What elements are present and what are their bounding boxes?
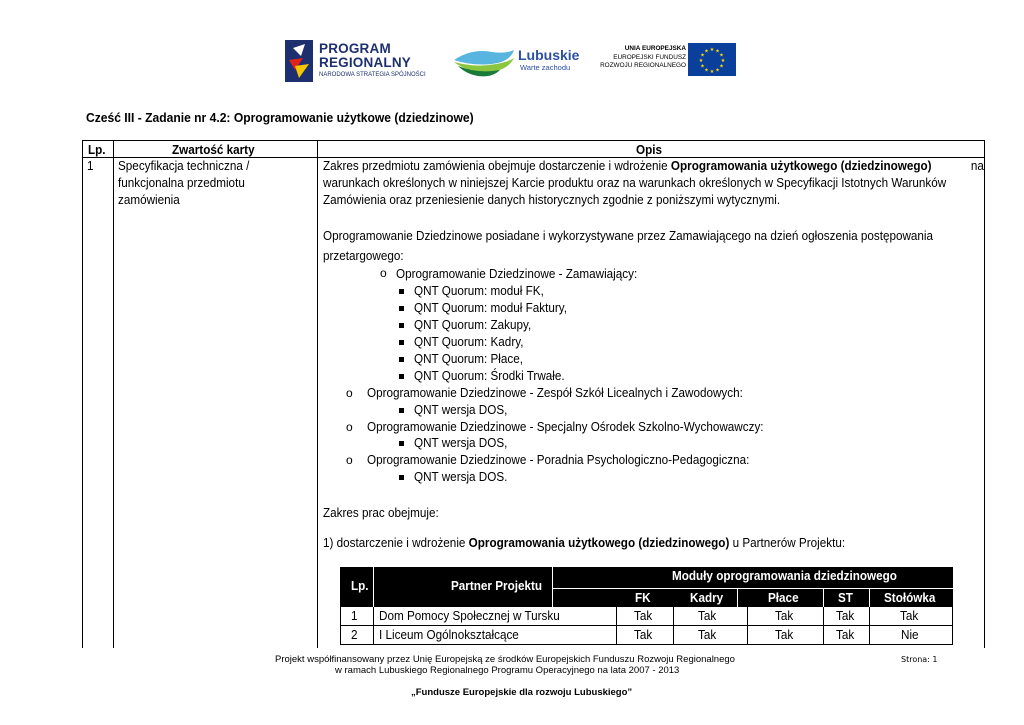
- partners-header-divider: [553, 588, 953, 589]
- header-card: Zwartość karty: [172, 142, 255, 157]
- partner-1-lp: 1: [351, 608, 358, 623]
- partner-2-name: I Liceum Ogólnokształcące: [379, 627, 519, 642]
- partners-col-place: Płace: [768, 590, 799, 605]
- table-col-divider-2: [317, 140, 318, 648]
- partners-h-lp: Lp.: [351, 578, 369, 593]
- partner-1-stolowka: Tak: [900, 608, 919, 623]
- program-logo-line1: PROGRAM: [319, 41, 391, 56]
- eu-flag-icon: [688, 43, 736, 76]
- svg-text:★: ★: [719, 63, 724, 70]
- partners-col-border: [952, 607, 953, 645]
- svg-text:★: ★: [709, 69, 715, 75]
- footer-line-2: w ramach Lubuskiego Regionalnego Programu Operacyjnego na lata 2007 - 2013: [335, 665, 680, 676]
- partner-1-kadry: Tak: [698, 608, 717, 623]
- program-logo-text: [319, 42, 411, 70]
- partners-col-stolowka: Stołówka: [884, 590, 936, 605]
- svg-text:★: ★: [704, 48, 709, 55]
- footer-motto: „Fundusze Europejskie dla rozwoju Lubuskiego”: [411, 687, 633, 698]
- svg-text:★: ★: [719, 52, 724, 59]
- partners-h-modules: Moduły oprogramowania dziedzinowego: [672, 568, 897, 583]
- svg-text:★: ★: [700, 63, 705, 70]
- square-bullet-icon: [399, 306, 404, 311]
- card-line-1: Specyfikacja techniczna /: [118, 158, 250, 173]
- partner-1-name: Dom Pomocy Społecznej w Tursku: [379, 608, 560, 623]
- square-bullet-icon: [399, 357, 404, 362]
- svg-text:★: ★: [709, 47, 715, 53]
- svg-text:★: ★: [698, 58, 704, 64]
- partner-2-lp: 2: [351, 627, 358, 642]
- partners-col-border: [869, 607, 870, 645]
- card-line-3: zamówienia: [118, 192, 180, 207]
- card-line-2: funkcjonalna przedmiotu: [118, 175, 245, 190]
- partners-header-divider: [552, 567, 553, 607]
- square-bullet-icon: [399, 408, 404, 413]
- eu-logo-line2: EUROPEJSKI FUNDUSZ: [613, 53, 686, 61]
- page-number: Strona: 1: [901, 655, 938, 664]
- eu-logo-text: [598, 45, 686, 71]
- footer-line-1: Projekt współfinansowany przez Unię Europejską ze środków Europejskich Funduszu Rozwoju Regionalnego: [275, 654, 735, 665]
- group-4-label: Oprogramowanie Dziedzinowe - Poradnia Psychologiczno-Pedagogiczna:: [367, 452, 750, 467]
- intro-line-3: Zamówienia oraz przeniesienie danych historycznych zgodnie z poniższymi wytycznymi.: [323, 192, 781, 207]
- page-title: Cześć III - Zadanie nr 4.2: Oprogramowanie użytkowe (dziedzinowe): [86, 110, 474, 125]
- partners-h-partner: Partner Projektu: [451, 578, 543, 593]
- intro-line-1: Zakres przedmiotu zamówienia obejmuje dostarczenie i wdrożenie Oprogramowania użytkowego (dziedzinowego) na: [323, 158, 984, 173]
- square-bullet-icon: [399, 323, 404, 328]
- circle-bullet-icon: o: [346, 453, 353, 467]
- partner-1-fk: Tak: [634, 608, 653, 623]
- lubuskie-logo-subtitle: Warte zachodu: [520, 63, 571, 72]
- partner-2-st: Tak: [836, 627, 855, 642]
- partner-2-kadry: Tak: [698, 627, 717, 642]
- program-logo-subtitle: NARODOWA STRATEGIA SPÓJNOŚCI: [319, 72, 426, 78]
- partners-col-border: [747, 607, 748, 645]
- partners-col-border: [340, 607, 341, 645]
- group-1-item-6: QNT Quorum: Środki Trwałe.: [414, 368, 565, 383]
- partners-row-border: [340, 625, 953, 626]
- existing-line-2: przetargowego:: [323, 248, 404, 263]
- group-1-item-2: QNT Quorum: moduł Faktury,: [414, 300, 568, 315]
- group-3-label: Oprogramowanie Dziedzinowe - Specjalny Ośrodek Szkolno-Wychowawczy:: [367, 419, 764, 434]
- group-2-label: Oprogramowanie Dziedzinowe - Zespół Szkół Licealnych i Zawodowych:: [367, 385, 743, 400]
- group-1-item-5: QNT Quorum: Płace,: [414, 351, 524, 366]
- eu-logo: [598, 43, 738, 77]
- lubuskie-logo-title: Lubuskie: [518, 47, 580, 63]
- partner-2-stolowka: Nie: [901, 627, 919, 642]
- partner-2-place: Tak: [775, 627, 794, 642]
- svg-text:★: ★: [715, 67, 720, 74]
- table-col-divider-1: [113, 140, 114, 648]
- partners-header-divider: [869, 589, 870, 607]
- existing-line-1: Oprogramowanie Dziedzinowe posiadane i wykorzystywane przez Zamawiającego na dzień ogłoszenia postępowania: [323, 228, 934, 243]
- partners-header-divider: [823, 589, 824, 607]
- partners-col-fk: FK: [635, 590, 651, 605]
- group-1-item-1: QNT Quorum: moduł FK,: [414, 283, 544, 298]
- partner-2-fk: Tak: [634, 627, 653, 642]
- svg-text:★: ★: [720, 58, 726, 64]
- intro-line-2: warunkach określonych w niniejszej Karcie produktu oraz na warunkach określonych w Specyfikacji Istotnych Warunków: [323, 175, 947, 190]
- circle-bullet-icon: o: [346, 386, 353, 400]
- table-left-border: [82, 140, 83, 648]
- partners-col-kadry: Kadry: [690, 590, 724, 605]
- header-lp: Lp.: [88, 142, 106, 157]
- group-1-item-4: QNT Quorum: Kadry,: [414, 334, 524, 349]
- circle-bullet-icon: o: [380, 266, 387, 280]
- partners-col-border: [373, 607, 374, 645]
- square-bullet-icon: [399, 475, 404, 480]
- eu-logo-line3: ROZWOJU REGIONALNEGO: [600, 62, 686, 70]
- group-2-item-1: QNT wersja DOS,: [414, 402, 508, 417]
- square-bullet-icon: [399, 340, 404, 345]
- partner-1-place: Tak: [775, 608, 794, 623]
- partners-col-st: ST: [838, 590, 853, 605]
- square-bullet-icon: [399, 374, 404, 379]
- header-desc: Opis: [636, 142, 663, 157]
- group-1-item-3: QNT Quorum: Zakupy,: [414, 317, 532, 332]
- scope-label: Zakres prac obejmuje:: [323, 505, 439, 520]
- square-bullet-icon: [399, 289, 404, 294]
- row-lp: 1: [87, 158, 94, 173]
- partners-header-divider: [373, 567, 374, 607]
- scope-item-1: 1) dostarczenie i wdrożenie Oprogramowania użytkowego (dziedzinowego) u Partnerów Projektu:: [323, 535, 846, 550]
- group-4-item-1: QNT wersja DOS.: [414, 469, 508, 484]
- program-logo-line2: REGIONALNY: [319, 55, 412, 70]
- partners-row-border: [340, 644, 953, 645]
- svg-text:★: ★: [715, 48, 720, 55]
- svg-text:★: ★: [704, 67, 709, 74]
- partners-header-divider: [737, 589, 738, 607]
- table-top-border: [82, 140, 985, 141]
- table-right-border: [984, 140, 985, 648]
- program-regionalny-logo: [285, 38, 435, 84]
- square-bullet-icon: [399, 441, 404, 446]
- partners-col-border: [673, 607, 674, 645]
- eu-logo-line1: UNIA EUROPEJSKA: [624, 45, 686, 52]
- circle-bullet-icon: o: [346, 420, 353, 434]
- partners-col-border: [823, 607, 824, 645]
- partner-1-st: Tak: [836, 608, 855, 623]
- lubuskie-wave-icon: [452, 46, 516, 78]
- partners-col-border: [616, 607, 617, 645]
- group-1-label: Oprogramowanie Dziedzinowe - Zamawiający:: [396, 266, 638, 281]
- lubuskie-logo: [452, 44, 580, 80]
- group-3-item-1: QNT wersja DOS,: [414, 435, 508, 450]
- program-logo-mark-icon: [285, 40, 313, 82]
- svg-text:★: ★: [700, 52, 705, 59]
